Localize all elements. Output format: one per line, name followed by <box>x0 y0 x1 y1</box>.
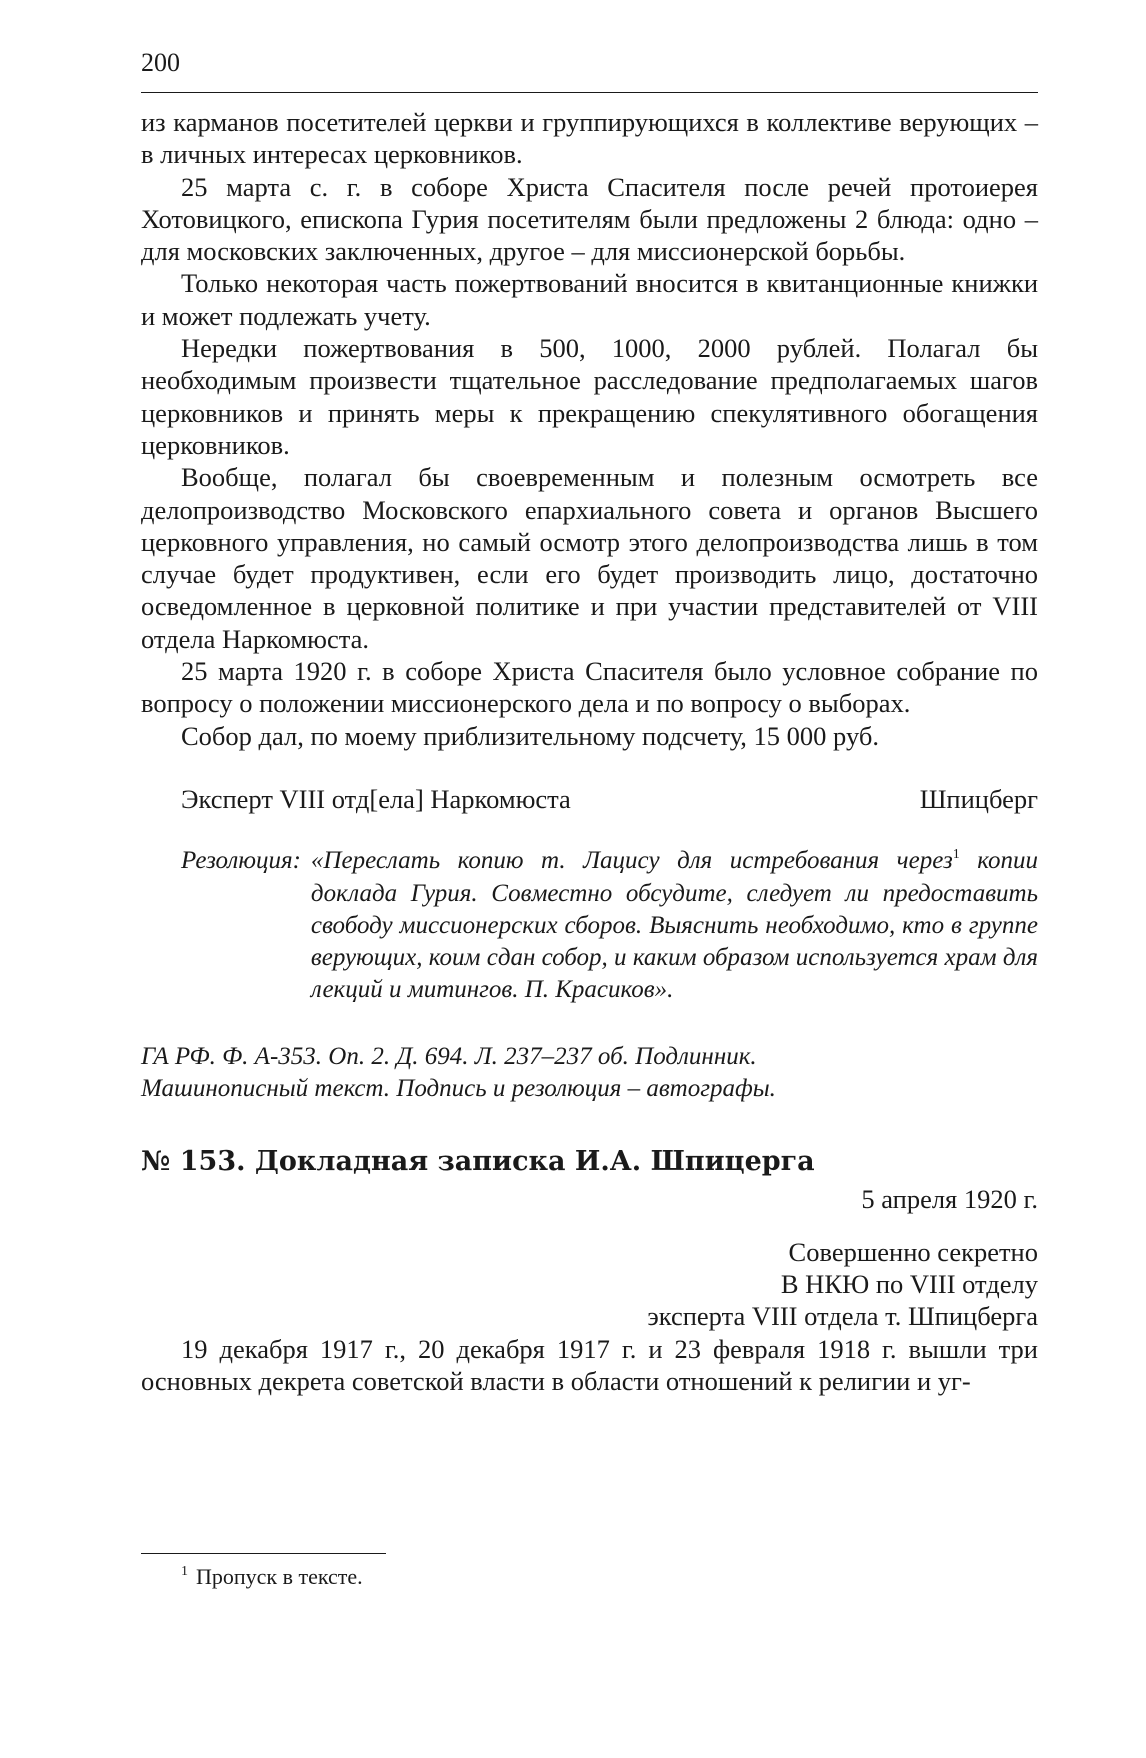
paragraph: 25 марта 1920 г. в соборе Христа Спасителя было условное собрание по вопросу о положении миссионерского дела и по вопросу о выборах. <box>141 656 1038 719</box>
resolution-text-end: копии доклада Гурия. Совместно обсудите, следует ли предоставить свободу миссионерских сборов. Выяснить необходимо, кто в группе верующих, коим сдан собор, и каким образом используется храм для лекций и митингов. П. Красиков». <box>310 847 1038 1004</box>
footnote-reference: 1 <box>952 847 960 863</box>
main-text <box>141 106 1038 1397</box>
paragraph: Только некоторая часть пожертвований вносится в квитанционные книжки и может подлежать учету. <box>141 268 1038 331</box>
resolution-label: Резолюция: <box>181 847 301 875</box>
paragraph: Собор дал, по моему приблизительному подсчету, 15 000 руб. <box>181 720 879 751</box>
resolution <box>141 845 1038 1006</box>
paragraph: 25 марта с. г. в соборе Христа Спасителя после речей протоиерея Хотовицкого, епископа Гурия посетителям были предложены 2 блюда: одно – для московских заключенных, другое – для миссионерской борьбы. <box>141 171 1038 267</box>
addressee-line: В НКЮ по VIII отделу <box>780 1268 1038 1299</box>
paragraph: из карманов посетителей церкви и группирующихся в коллективе верующих – в личных интересах церковников. <box>141 107 1038 170</box>
document-body: 19 декабря 1917 г., 20 декабря 1917 г. и 23 февраля 1918 г. вышли три основных декрета советской власти в области отношений к религии и уг- <box>141 1333 1038 1396</box>
footnote-text: Пропуск в тексте. <box>196 1564 363 1589</box>
signature-position: Эксперт VIII отд[ела] Наркомюста <box>181 783 571 814</box>
archive-reference <box>141 1041 1038 1106</box>
running-head <box>141 48 1038 93</box>
paragraph: Нередки пожертвования в 500, 1000, 2000 рублей. Полагал бы необходимым произвести тщательное расследование предполагаемых шагов церковников и принять меры к прекращению спекулятивного обогащения церковников. <box>141 333 1038 460</box>
addressee-line: Совершенно секретно <box>788 1236 1038 1267</box>
addressee-line: эксперта VIII отдела т. Шпицберга <box>647 1301 1038 1332</box>
document-heading: № 153. Докладная записка И.А. Шпицерга <box>141 1146 815 1178</box>
resolution-text <box>311 845 1038 1006</box>
footnote-divider <box>141 1553 386 1554</box>
page-number: 200 <box>141 48 180 77</box>
document-addressee <box>141 1236 1038 1333</box>
paragraph: Вообще, полагал бы своевременным и полезным осмотреть все делопроизводство Московского епархиального совета и органов Высшего церковного управления, но самый осмотр этого делопроизводства лишь в том случае будет продуктивен, если его будет производить лицо, достаточно осведомленное в церковной политике и при участии представителей от VIII отдела Наркомюста. <box>141 462 1038 654</box>
signature-line <box>141 783 1038 815</box>
document-date: 5 апреля 1920 г. <box>861 1184 1038 1215</box>
signature-name: Шпицберг <box>919 783 1038 814</box>
footnote <box>181 1564 363 1590</box>
resolution-text-start: «Переслать копию т. Лацису для истребования через <box>310 847 953 875</box>
archive-line: Машинописный текст. Подпись и резолюция – автографы. <box>141 1075 776 1103</box>
archive-line: ГА РФ. Ф. А-353. Оп. 2. Д. 694. Л. 237–237 об. Подлинник. <box>141 1042 757 1070</box>
footnote-mark: 1 <box>181 1564 188 1579</box>
